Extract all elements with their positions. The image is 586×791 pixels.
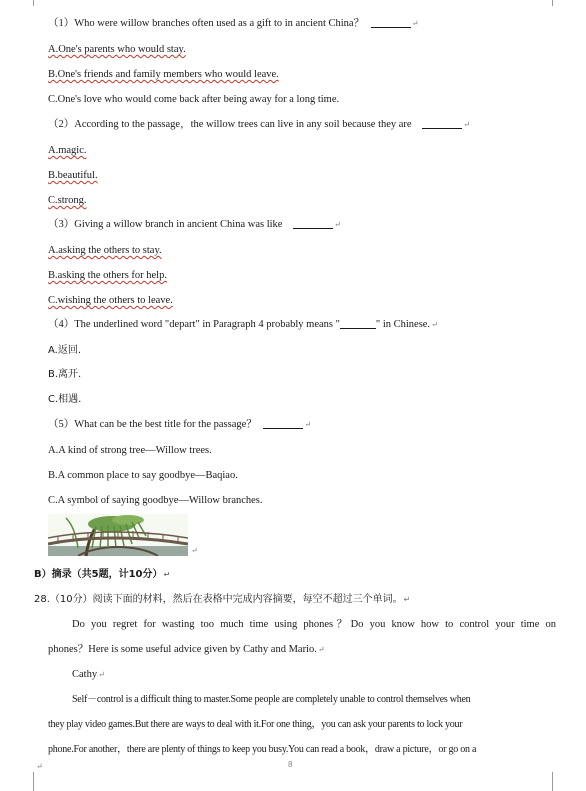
crop-mark-top xyxy=(33,0,34,6)
crop-mark-top-right xyxy=(552,0,553,6)
q2-option-b: B.beautiful. xyxy=(48,170,98,181)
crop-mark-bottom-left xyxy=(33,772,34,791)
q4-option-b: B.离开. xyxy=(48,369,82,380)
q4-option-a: A.返回. xyxy=(48,345,82,356)
q1-option-a: A.One's parents who would stay. xyxy=(48,44,186,55)
q28-para2-line1: Self－control is a difficult thing to master.Some people are completely unable to control themselves when xyxy=(72,694,471,705)
q1-option-b: B.One's friends and family members who would leave. xyxy=(48,69,279,80)
bottom-paragraph-mark: ↵ xyxy=(36,762,43,771)
q4-blank xyxy=(340,318,376,329)
q2-stem: （2）According to the passage，the willow trees can live in any soil because they are ↵ xyxy=(48,119,470,130)
q4-option-c: C.相遇. xyxy=(48,394,82,405)
q1-blank xyxy=(371,17,411,28)
crop-mark-bottom-right xyxy=(552,772,553,791)
q2-blank xyxy=(422,118,462,129)
willow-bridge-picture xyxy=(48,514,188,556)
q5-option-c: C.A symbol of saying goodbye—Willow branches. xyxy=(48,495,263,506)
q3-option-b: B.asking the others for help. xyxy=(48,270,167,281)
q3-option-a: A.asking the others to stay. xyxy=(48,245,162,256)
q1-option-c: C.One's love who would come back after being away for a long time. xyxy=(48,94,340,105)
q28-para2-line3: phone.For another，there are plenty of things to keep you busy.You can read a book，draw a picture，or go on a xyxy=(48,744,477,755)
q3-option-c: C.wishing the others to leave. xyxy=(48,295,173,306)
q2-option-c: C.strong. xyxy=(48,195,87,206)
page-number: 8 xyxy=(288,760,293,769)
q2-option-a: A.magic. xyxy=(48,145,87,156)
q1-stem: （1）Who were willow branches often used as a gift to in ancient China？ ↵ xyxy=(48,18,419,29)
q5-stem: （5）What can be the best title for the passage？ ↵ xyxy=(48,419,312,430)
q28-speaker: Cathy↵ xyxy=(72,669,105,680)
q5-option-a: A.A kind of strong tree—Willow trees. xyxy=(48,445,212,456)
q5-blank xyxy=(263,418,303,429)
q28-intro: 28.（10分）阅读下面的材料，然后在表格中完成内容摘要，每空不超过三个单词。↵ xyxy=(34,594,411,605)
q28-para2-line2: they play video games.But there are ways to deal with it.For one thing，you can ask your parents to lock your xyxy=(48,719,463,730)
picture-paragraph-mark: ↵ xyxy=(191,546,198,555)
q28-para1-line2: phones？Here is some useful advice given by Cathy and Mario.↵ xyxy=(48,644,325,655)
q5-option-b: B.A common place to say goodbye—Baqiao. xyxy=(48,470,238,481)
q4-stem: （4）The underlined word "depart" in Paragraph 4 probably means " " in Chinese.↵ xyxy=(48,319,438,330)
q3-blank xyxy=(293,218,333,229)
section-b-heading: B）摘录（共5题，计10分）↵ xyxy=(34,569,171,580)
q3-stem: （3）Giving a willow branch in ancient China was like ↵ xyxy=(48,219,341,230)
q28-para1-line1: Do you regret for wasting too much time using phones？Do you know how to control your time on xyxy=(72,619,556,630)
